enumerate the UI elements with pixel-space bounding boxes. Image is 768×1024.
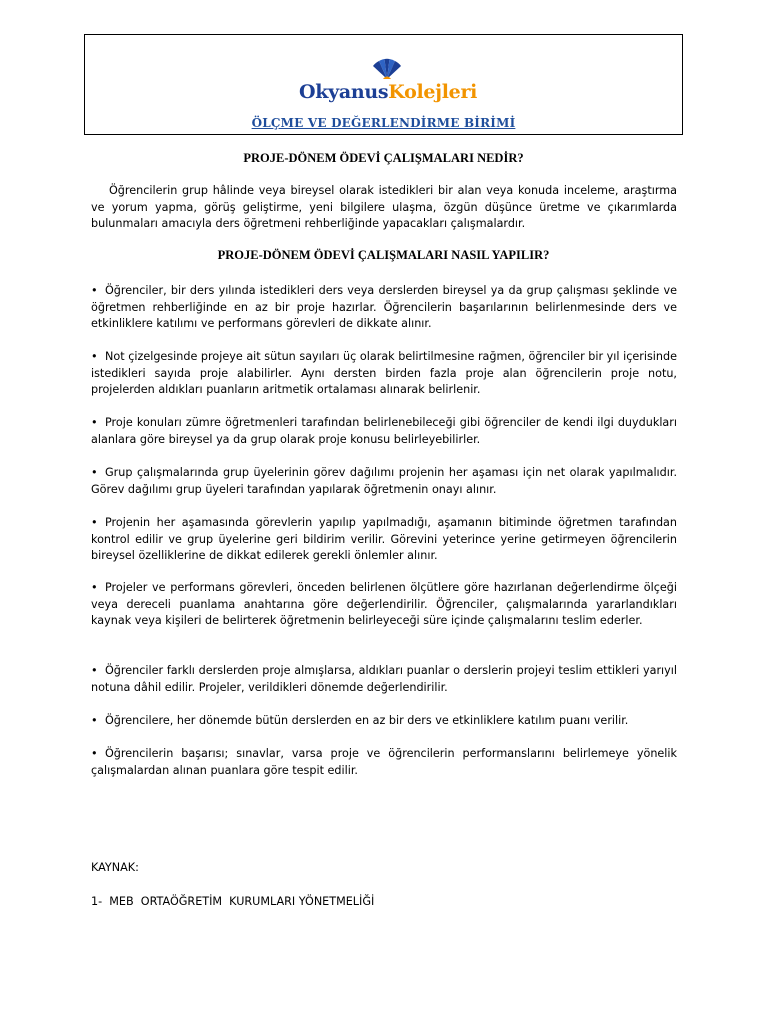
bullet-item [91, 663, 677, 696]
section-title-what: PROJE-DÖNEM ÖDEVİ ÇALIŞMALARI NEDİR? [243, 151, 524, 165]
bullet-item [91, 580, 677, 630]
bullet-icon: • [91, 416, 98, 429]
bullet-icon: • [91, 664, 98, 677]
bullet-text: Öğrencilerin başarısı; sınavlar, varsa proje ve öğrencilerin performanslarını belirlemeye yönelik çalışmalardan alınan puanlara göre tespit edilir. [91, 747, 677, 777]
bullet-item [91, 349, 677, 399]
unit-name: ÖLÇME VE DEĞERLENDİRME BİRİMİ [251, 116, 516, 130]
bullet-icon: • [91, 581, 98, 594]
bullet-icon: • [91, 350, 98, 363]
bullet-icon: • [91, 516, 98, 529]
source-item: 1- MEB ORTAÖĞRETİM KURUMLARI YÖNETMELİĞİ [91, 895, 375, 908]
bullet-text: Proje konuları zümre öğretmenleri tarafından belirlenebileceği gibi öğrenciler de kendi ilgi duydukları alanlara göre bireysel ya da grup olarak proje konusu belirleyebilirler. [91, 416, 677, 446]
bullet-icon: • [91, 284, 98, 297]
bullet-text: Projeler ve performans görevleri, önceden belirlenen ölçütlere göre hazırlanan değerlendirme ölçeği veya dereceli puanlama anahtarına göre değerlendirilir. Öğrenciler, çalışmalarında yararlandıkları kaynak veya kişileri de belirterek öğretmenin belirleyeceği süre içinde çalışmalarını teslim ederler. [91, 581, 677, 627]
bullet-text: Öğrencilere, her dönemde bütün derslerden en az bir ders ve etkinliklere katılım puanı verilir. [105, 714, 629, 727]
school-logo [292, 40, 482, 106]
bullet-item [91, 713, 677, 730]
bullet-item [91, 283, 677, 333]
bullet-text: Öğrenciler, bir ders yılında istedikleri ders veya derslerden bireysel ya da grup çalışması şeklinde ve öğretmen rehberliğinde en az bir proje hazırlar. Öğrencilerin başarılarının belirlenmesinde ders ve etkinliklere katılımı ve performans görevleri de dikkate alınır. [91, 284, 677, 330]
logo-word-okyanus: Okyanus [299, 81, 389, 103]
bullet-item [91, 515, 677, 565]
fan-shell-icon [369, 58, 405, 80]
bullet-text: Öğrenciler farklı derslerden proje almışlarsa, aldıkları puanlar o derslerin projeyi teslim ettikleri yarıyıl notuna dâhil edilir. Projeler, verildikleri dönemde değerlendirilir. [91, 664, 677, 694]
bullet-text: Projenin her aşamasında görevlerin yapılıp yapılmadığı, aşamanın bitiminde öğretmen tarafından kontrol edilir ve grup üyelerine geri bildirim verilir. Görevini yeterince yerine getirmeyen öğrencilerin bireysel özelliklerine de dikkat edilerek gerekli önlemler alınır. [91, 516, 677, 562]
bullet-text: Not çizelgesinde projeye ait sütun sayıları üç olarak belirtilmesine rağmen, öğrenciler bir yıl içerisinde istedikleri sayıda proje alabilirler. Aynı dersten birden fazla proje alan öğrencilerin proje notu, projelerden aldıkları puanların aritmetik ortalaması alınarak belirlenir. [91, 350, 677, 396]
bullet-item [91, 465, 677, 498]
bullet-icon: • [91, 466, 98, 479]
bullet-icon: • [91, 747, 98, 760]
bullet-icon: • [91, 714, 98, 727]
logo-word-kolejleri: Kolejleri [388, 81, 478, 103]
section-title-how: PROJE-DÖNEM ÖDEVİ ÇALIŞMALARI NASIL YAPILIR? [217, 248, 550, 262]
logo-wordmark [299, 81, 477, 103]
bullet-item [91, 415, 677, 448]
source-label: KAYNAK: [91, 861, 139, 874]
bullet-text: Grup çalışmalarında grup üyelerinin görev dağılımı projenin her aşaması için net olarak yapılmalıdır. Görev dağılımı grup üyeleri tarafından yapılarak öğretmenin onayı alınır. [91, 466, 677, 496]
definition-paragraph: Öğrencilerin grup hâlinde veya bireysel olarak istedikleri bir alan veya konuda inceleme, araştırma ve yorum yapma, görüş geliştirme, yeni bilgilere ulaşma, özgün düşünce üretme ve çıkarımlarda bulunmaları amacıyla ders öğretmeni rehberliğinde yapacakları çalışmalardır. [91, 184, 677, 230]
bullet-item [91, 746, 677, 779]
